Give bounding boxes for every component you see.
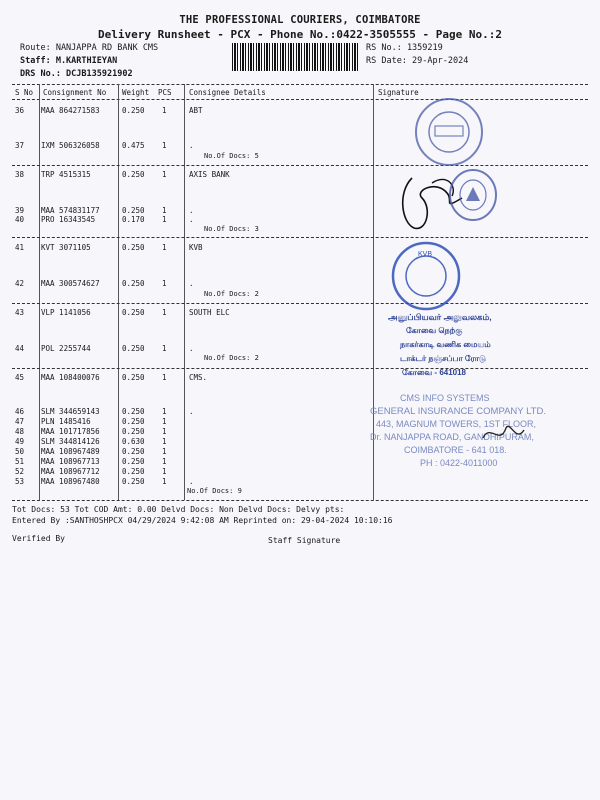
staff-label: Staff: M.KARTHIEYAN [20, 56, 118, 66]
row-weight: 0.250 [122, 417, 145, 426]
address-stamp-line: CMS INFO SYSTEMS [400, 393, 490, 403]
row-sno: 44 [15, 344, 25, 353]
row-consignee: . [189, 279, 194, 288]
column-divider [184, 84, 185, 500]
row-weight: 0.250 [122, 170, 145, 179]
row-sno: 47 [15, 417, 25, 426]
totals-line: Tot Docs: 53 Tot COD Amt: 0.00 Delvd Docs: Non Delvd Docs: Delvy pts: [12, 505, 345, 514]
axis-bank-stamp-icon [448, 168, 498, 222]
row-consignee: . [189, 477, 194, 486]
row-sno: 53 [15, 477, 25, 486]
column-divider [39, 84, 40, 500]
row-weight: 0.250 [122, 344, 145, 353]
row-weight: 0.250 [122, 407, 145, 416]
docs-count: No.Of Docs: 2 [204, 290, 259, 298]
row-consignment: PRO 16343545 [41, 215, 96, 224]
row-sno: 52 [15, 467, 25, 476]
column-divider [118, 84, 119, 500]
col-header-signature: Signature [378, 88, 419, 97]
row-consignment: KVT 3071105 [41, 243, 91, 252]
row-weight: 0.250 [122, 243, 145, 252]
row-pcs: 1 [162, 344, 167, 353]
row-pcs: 1 [162, 308, 167, 317]
row-sno: 45 [15, 373, 25, 382]
row-pcs: 1 [162, 106, 167, 115]
row-consignee: ABT [189, 106, 203, 115]
row-pcs: 1 [162, 467, 167, 476]
col-header-consignment: Consignment No [43, 88, 107, 97]
row-weight: 0.250 [122, 447, 145, 456]
row-pcs: 1 [162, 417, 167, 426]
table-top-rule [12, 84, 588, 85]
row-pcs: 1 [162, 407, 167, 416]
address-stamp-line: PH : 0422-4011000 [420, 458, 498, 468]
row-consignment: PLN 1485416 [41, 417, 91, 426]
row-consignment: POL 2255744 [41, 344, 91, 353]
address-stamp-line: Dr. NANJAPPA ROAD, GANDHIPURAM, [370, 432, 534, 442]
table-bottom-rule [12, 500, 588, 501]
row-consignment: MAA 108967712 [41, 467, 100, 476]
row-weight: 0.250 [122, 467, 145, 476]
row-pcs: 1 [162, 170, 167, 179]
tamil-stamp-line: டாக்டர் நஞ்சப்பா ரோடு [400, 354, 487, 363]
row-weight: 0.250 [122, 206, 145, 215]
row-sno: 36 [15, 106, 25, 115]
col-header-sno: S No [15, 88, 34, 97]
group-separator [12, 303, 588, 304]
rs-number: RS No.: 1359219 [366, 43, 443, 53]
row-sno: 48 [15, 427, 25, 436]
svg-text:KVB: KVB [418, 251, 433, 258]
row-pcs: 1 [162, 243, 167, 252]
row-consignee: . [189, 206, 194, 215]
row-weight: 0.250 [122, 279, 145, 288]
row-consignment: MAA 108400076 [41, 373, 100, 382]
row-pcs: 1 [162, 477, 167, 486]
verified-by-label: Verified By [12, 534, 65, 543]
address-stamp-line: 443, MAGNUM TOWERS, 1ST FLOOR, [376, 419, 537, 429]
col-header-consignee: Consignee Details [189, 88, 266, 97]
group-separator [12, 368, 588, 369]
col-header-pcs: PCS [158, 88, 172, 97]
row-consignment: IXM 506326058 [41, 141, 100, 150]
row-weight: 0.630 [122, 437, 145, 446]
row-sno: 49 [15, 437, 25, 446]
row-weight: 0.250 [122, 457, 145, 466]
row-consignee: . [189, 344, 194, 353]
row-sno: 51 [15, 457, 25, 466]
row-sno: 50 [15, 447, 25, 456]
docs-count: No.Of Docs: 5 [204, 152, 259, 160]
row-consignee: . [189, 141, 194, 150]
row-weight: 0.250 [122, 106, 145, 115]
row-consignment: MAA 864271583 [41, 106, 100, 115]
group-separator [12, 237, 588, 238]
row-pcs: 1 [162, 427, 167, 436]
row-weight: 0.250 [122, 477, 145, 486]
row-pcs: 1 [162, 141, 167, 150]
docs-count: No.Of Docs: 3 [204, 225, 259, 233]
row-pcs: 1 [162, 279, 167, 288]
row-consignee: . [189, 215, 194, 224]
row-consignee: CMS. [189, 373, 208, 382]
row-consignment: MAA 108967713 [41, 457, 100, 466]
row-consignment: SLM 344814126 [41, 437, 100, 446]
row-weight: 0.475 [122, 141, 145, 150]
drs-number: DRS No.: DCJB135921902 [20, 69, 133, 79]
row-consignee: KVB [189, 243, 203, 252]
row-consignment: MAA 101717856 [41, 427, 100, 436]
row-consignment: TRP 4515315 [41, 170, 91, 179]
row-consignment: MAA 574831177 [41, 206, 100, 215]
row-sno: 43 [15, 308, 25, 317]
row-pcs: 1 [162, 373, 167, 382]
row-pcs: 1 [162, 457, 167, 466]
karur-vysya-bank-stamp-icon [390, 240, 462, 312]
company-title: THE PROFESSIONAL COURIERS, COIMBATORE [179, 14, 421, 26]
row-pcs: 1 [162, 437, 167, 446]
address-stamp-line: GENERAL INSURANCE COMPANY LTD. [370, 406, 546, 417]
row-weight: 0.250 [122, 308, 145, 317]
staff-signature-label: Staff Signature [268, 536, 341, 545]
cms-signature-scribble [478, 418, 528, 448]
docs-count: No.Of Docs: 2 [204, 354, 259, 362]
docs-count: No.Of Docs: 9 [187, 487, 242, 495]
barcode-image [232, 43, 358, 71]
row-consignee: AXIS BANK [189, 170, 230, 179]
row-weight: 0.170 [122, 215, 145, 224]
entered-by-line: Entered By :SANTHOSHPCX 04/29/2024 9:42:08 AM Reprinted on: 29-04-2024 10:10:16 [12, 516, 393, 525]
row-consignee: . [189, 407, 194, 416]
table-header-rule [12, 99, 588, 100]
row-pcs: 1 [162, 206, 167, 215]
row-sno: 37 [15, 141, 25, 150]
row-sno: 40 [15, 215, 25, 224]
row-consignment: MAA 108967480 [41, 477, 100, 486]
row-sno: 39 [15, 206, 25, 215]
tamil-stamp-line: அனுப்பியவர் அலுவலகம், [388, 312, 492, 322]
route-label: Route: NANJAPPA RD BANK CMS [20, 43, 159, 53]
row-pcs: 1 [162, 215, 167, 224]
group-separator [12, 165, 588, 166]
row-consignment: MAA 108967489 [41, 447, 100, 456]
row-sno: 41 [15, 243, 25, 252]
row-consignee: SOUTH ELC [189, 308, 230, 317]
row-consignment: SLM 344659143 [41, 407, 100, 416]
tamil-stamp-line: நாகர்காடி வணிக மையம் [400, 340, 491, 349]
row-consignment: MAA 300574627 [41, 279, 100, 288]
runsheet-subtitle: Delivery Runsheet - PCX - Phone No.:0422-3505555 - Page No.:2 [98, 28, 502, 41]
row-sno: 38 [15, 170, 25, 179]
tamil-stamp-line: கோவை - 641018 [402, 368, 467, 377]
row-weight: 0.250 [122, 373, 145, 382]
col-header-weight: Weight [122, 88, 150, 97]
row-sno: 46 [15, 407, 25, 416]
address-stamp-line: COIMBATORE - 641 018. [404, 445, 507, 455]
row-sno: 42 [15, 279, 25, 288]
round-stamp-icon [413, 96, 485, 168]
row-pcs: 1 [162, 447, 167, 456]
tamil-stamp-line: கோவை நெற்கு [406, 326, 463, 335]
row-weight: 0.250 [122, 427, 145, 436]
rs-date: RS Date: 29-Apr-2024 [366, 56, 469, 66]
row-consignment: VLP 1141056 [41, 308, 91, 317]
